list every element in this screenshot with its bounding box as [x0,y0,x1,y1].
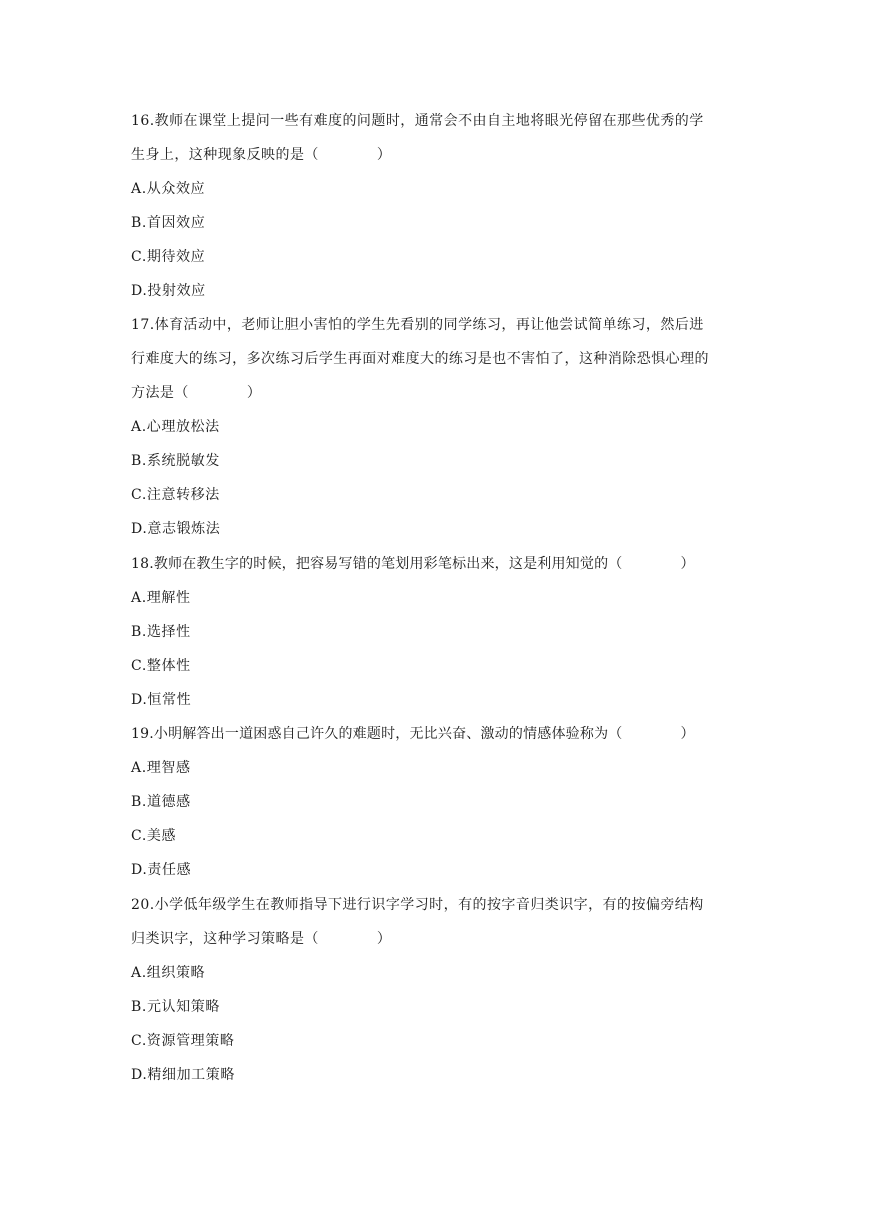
question-19-option-b: B.道德感 [131,794,191,810]
question-16-option-b: B.首因效应 [131,215,206,231]
close-paren: ） [376,147,392,163]
question-17-option-c: C.注意转移法 [131,487,220,503]
question-20-option-d: D.精细加工策略 [131,1067,235,1083]
question-20-option-c: C.资源管理策略 [131,1033,235,1049]
question-18-option-c: C.整体性 [131,658,191,674]
question-17-stem-line-2: 行难度大的练习，多次练习后学生再面对难度大的练习是也不害怕了，这种消除恐惧心理的 [131,351,709,367]
question-16-stem-line-2 [131,146,751,164]
question-18-stem-text: 18.教师在教生字的时候，把容易写错的笔划用彩笔标出来，这是利用知觉的（ [131,556,623,572]
question-18-option-a: A.理解性 [131,590,191,606]
question-19-option-c: C.美感 [131,828,177,844]
question-20-stem-text: 归类识字，这种学习策略是（ [131,931,319,947]
question-20-option-a: A.组织策略 [131,965,206,981]
question-16-option-d: D.投射效应 [131,283,206,299]
question-18-stem-line-1 [131,555,751,573]
question-18-option-d: D.恒常性 [131,692,192,708]
question-17-option-b: B.系统脱敏发 [131,453,220,469]
question-19-option-a: A.理智感 [131,760,191,776]
close-paren: ） [376,931,392,947]
close-paren: ） [680,556,695,572]
question-17-stem-line-3 [131,384,751,402]
question-20-stem-line-2 [131,930,751,948]
question-19-option-d: D.责任感 [131,862,192,878]
question-20-option-b: B.元认知策略 [131,999,220,1015]
question-17-stem-line-1: 17.体育活动中，老师让胆小害怕的学生先看别的同学练习，再让他尝试简单练习，然后进 [131,317,704,333]
question-16-stem-line-1: 16.教师在课堂上提问一些有难度的问题时，通常会不由自主地将眼光停留在那些优秀的学 [131,113,704,129]
question-16-option-c: C.期待效应 [131,249,206,265]
question-20-stem-line-1: 20.小学低年级学生在教师指导下进行识字学习时，有的按字音归类识字，有的按偏旁结构 [131,897,704,913]
question-17-stem-text: 方法是（ [131,385,189,401]
question-16-stem-text: 生身上，这种现象反映的是（ [131,147,319,163]
close-paren: ） [680,726,695,742]
question-19-stem-line-1 [131,725,751,743]
question-17-option-d: D.意志锻炼法 [131,521,221,537]
question-19-stem-text: 19.小明解答出一道困惑自己许久的难题时，无比兴奋、激动的情感体验称为（ [131,726,623,742]
question-16-option-a: A.从众效应 [131,181,206,197]
close-paren: ） [246,385,262,401]
question-17-option-a: A.心理放松法 [131,419,220,435]
question-18-option-b: B.选择性 [131,624,191,640]
